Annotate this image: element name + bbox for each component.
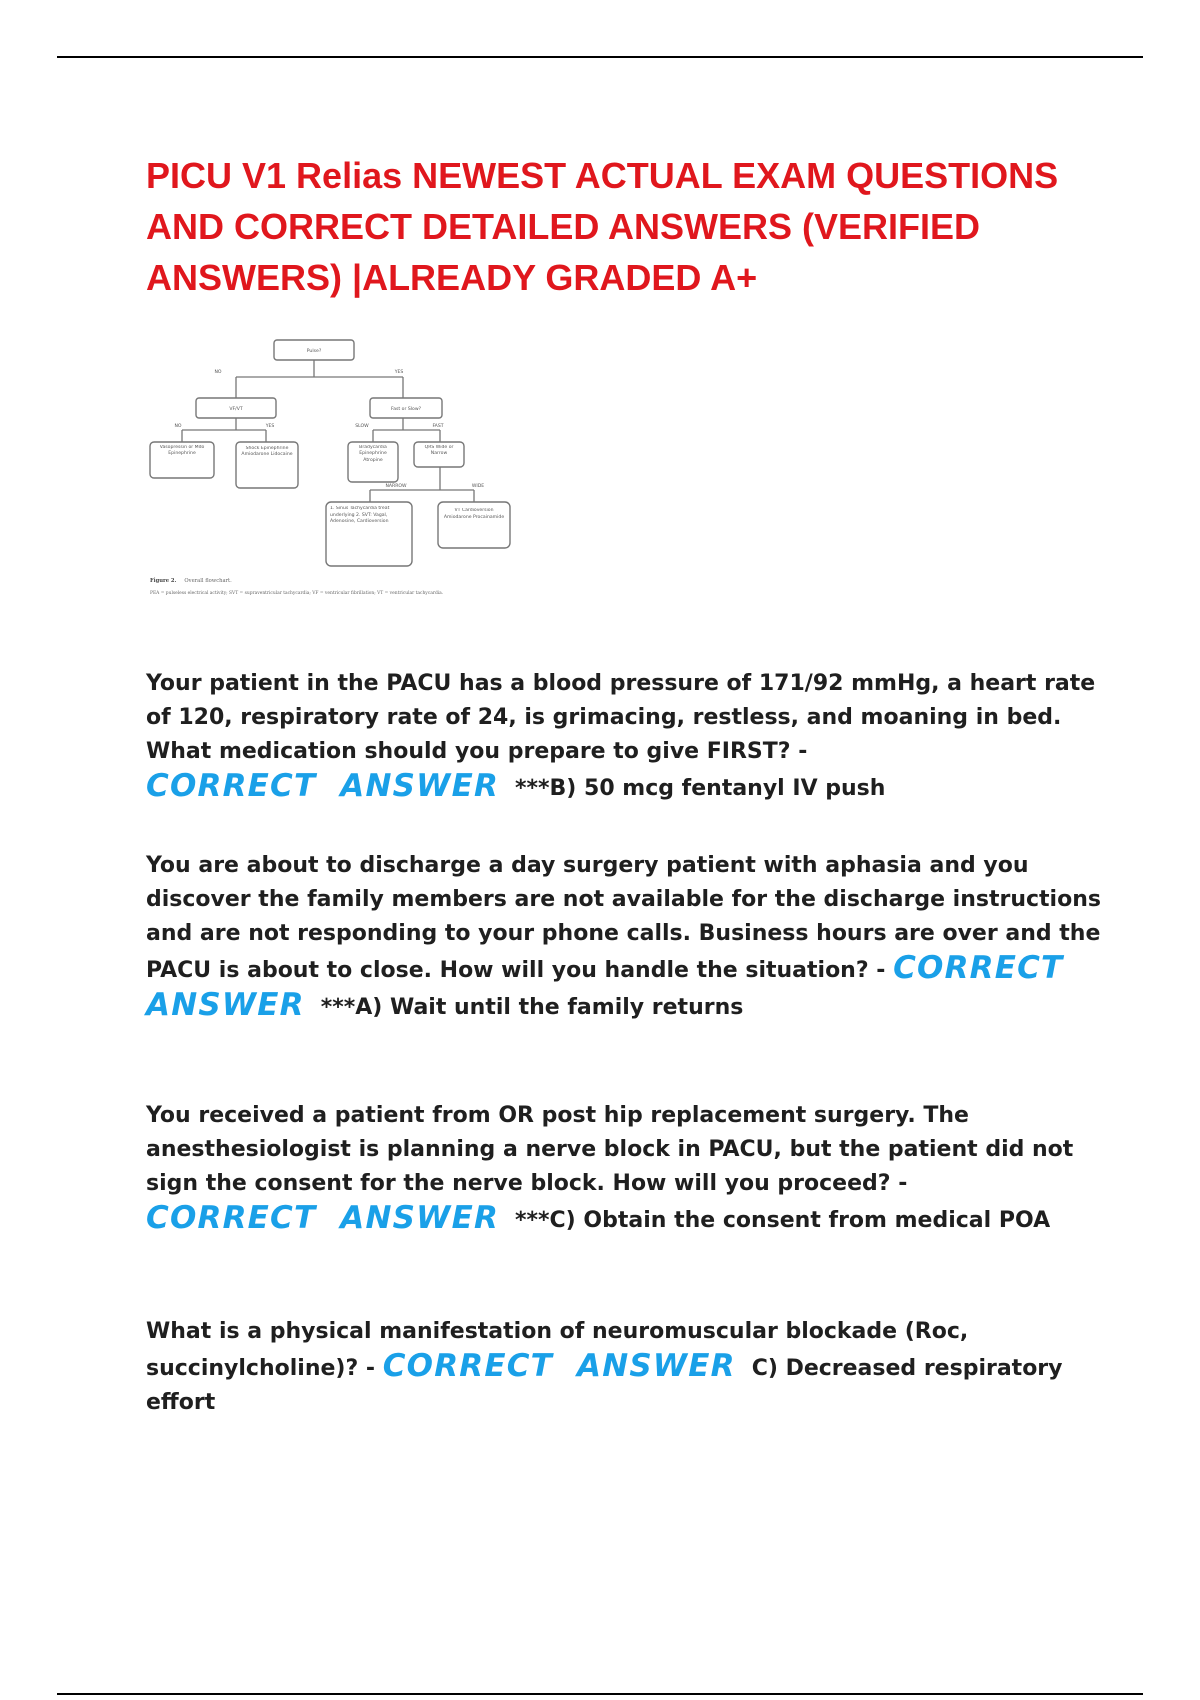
branch-label: WIDE bbox=[471, 484, 485, 489]
correct-answer-label: CORRECT ANSWER bbox=[146, 768, 500, 804]
branch-label: NARROW bbox=[385, 484, 407, 489]
question-text: Your patient in the PACU has a blood pressure of 171/92 mmHg, a heart rate of 120, respiratory rate of 24, is grimacing, restless, and moaning in bed. What medication should you prepare to give FIRST? - bbox=[146, 671, 1096, 764]
node-label: VT Cardioversion Amiodarone Procainamide bbox=[443, 508, 505, 520]
node-label: Shock Epinephrine Amiodarone Lidocaine bbox=[241, 446, 293, 458]
node-label: Fast or Slow? bbox=[390, 407, 422, 412]
branch-label: YES bbox=[265, 424, 275, 429]
flowchart-svg bbox=[148, 330, 548, 602]
bottom-rule bbox=[57, 1693, 1143, 1695]
figure-caption bbox=[150, 567, 232, 586]
node-label: Vasopressin or Mdo Epinephrine bbox=[159, 445, 205, 456]
top-rule bbox=[57, 56, 1143, 58]
flowchart-figure bbox=[148, 330, 548, 602]
correct-answer-label: CORRECT ANSWER bbox=[382, 1348, 736, 1384]
node-label: VF/VT bbox=[229, 407, 243, 412]
qa-item-4 bbox=[146, 1315, 1106, 1420]
node-label: Bradycardia Epinephrine Atropine bbox=[359, 445, 387, 463]
figure-caption-note: PEA = pulseless electrical activity; SVT = supraventricular tachycardia; VF = ventricular fibrillation; VT = ventricular tachycardia. bbox=[150, 591, 444, 596]
branch-label: YES bbox=[394, 370, 404, 375]
figure-caption-title: Overall flowchart. bbox=[184, 578, 232, 584]
question-text: What is a physical manifestation of neuromuscular blockade (Roc, succinylcholine)? - bbox=[146, 1319, 969, 1381]
document-title: PICU V1 Relias NEWEST ACTUAL EXAM QUESTIONS AND CORRECT DETAILED ANSWERS (VERIFIED ANSWERS) |ALREADY GRADED A+ bbox=[146, 155, 1059, 298]
branch-label: SLOW bbox=[355, 424, 369, 429]
node-label: Pulse? bbox=[306, 349, 322, 354]
answer-text: ***A) Wait until the family returns bbox=[320, 995, 744, 1020]
question-text: You received a patient from OR post hip replacement surgery. The anesthesiologist is planning a nerve block in PACU, but the patient did not sign the consent for the nerve block. How will you proceed? - bbox=[146, 1103, 1074, 1196]
correct-answer-label: CORRECT ANSWER bbox=[146, 1200, 500, 1236]
qa-item-1 bbox=[146, 667, 1106, 806]
figure-caption-label: Figure 2. bbox=[150, 578, 177, 584]
node-label: 1. Sinus Tachycardia treat underlying 2. SVT: Vagal, Adenosine, Cardioversion bbox=[330, 506, 390, 525]
branch-label: NO bbox=[214, 370, 222, 375]
correct-answer-label: CORRECT ANSWER bbox=[146, 950, 1064, 1023]
branch-label: NO bbox=[174, 424, 182, 429]
answer-text: ***C) Obtain the consent from medical POA bbox=[515, 1208, 1051, 1233]
question-text: You are about to discharge a day surgery patient with aphasia and you discover the family members are not available for the discharge instructions and are not responding to your phone calls. Business hours are over and the PACU is about to close. How will you handle the situation? - bbox=[146, 853, 1101, 983]
qa-item-2 bbox=[146, 849, 1106, 1025]
branch-label: FAST bbox=[432, 424, 444, 429]
qa-item-3 bbox=[146, 1099, 1106, 1238]
answer-text: ***B) 50 mcg fentanyl IV push bbox=[515, 776, 886, 801]
answer-text: C) Decreased respiratory effort bbox=[146, 1356, 1063, 1415]
node-label: QRS Wide or Narrow bbox=[424, 445, 454, 457]
